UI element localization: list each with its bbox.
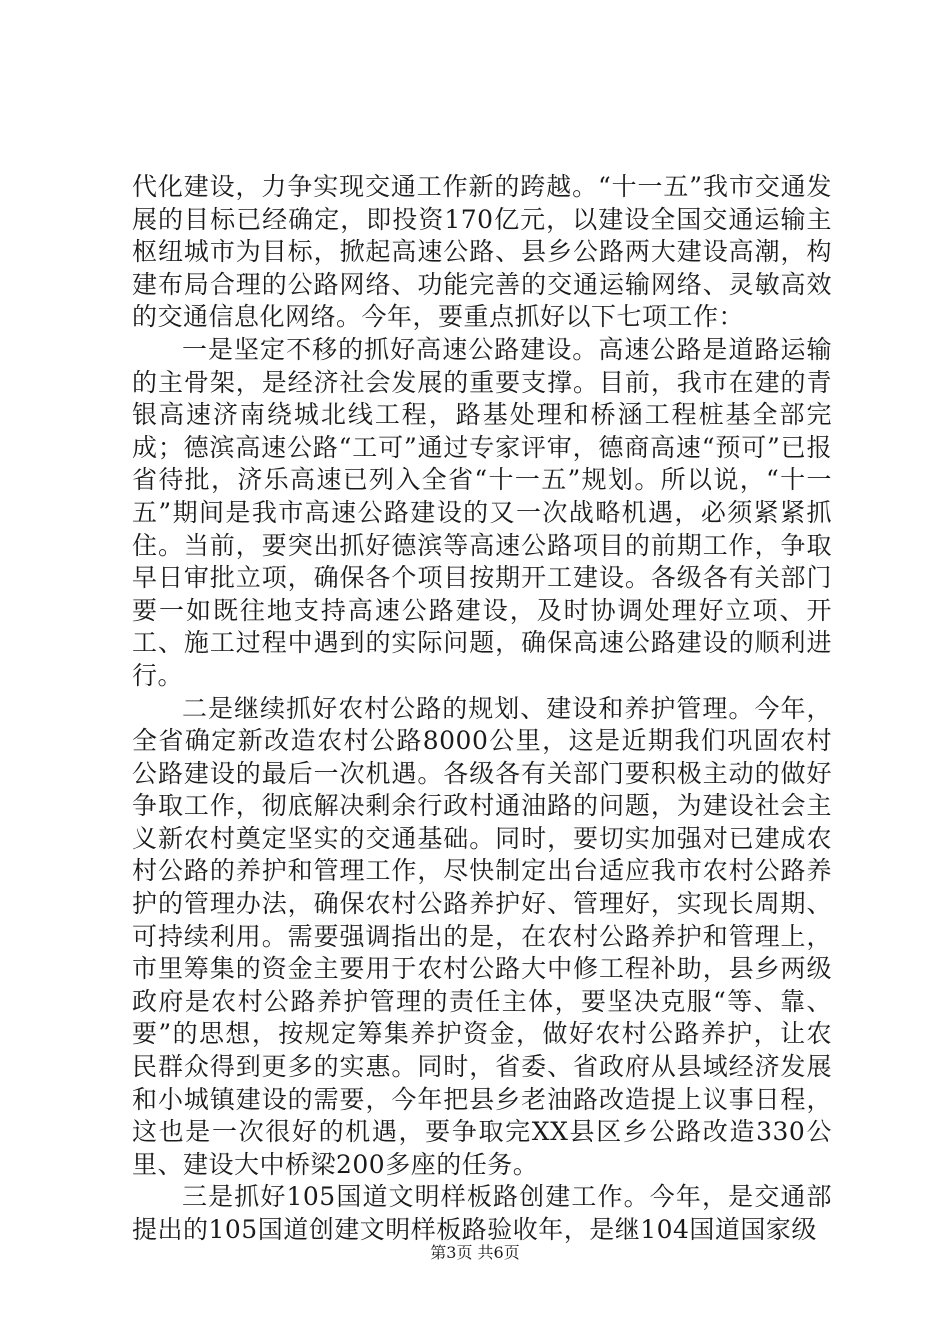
page-footer: 第3页 共6页 — [430, 1243, 520, 1262]
paragraph-national-road: 三是抓好105国道文明样板路创建工作。今年，是交通部提出的105国道创建文明样板路验收年，是继104国道国家级 — [132, 1182, 832, 1244]
paragraph-continuation: 代化建设，力争实现交通工作新的跨越。“十一五”我市交通发展的目标已经确定，即投资170亿元，以建设全国交通运输主枢纽城市为目标，掀起高速公路、县乡公路两大建设高潮，构建布局合理的公路网络、功能完善的交通运输网络、灵敏高效的交通信息化网络。今年，要重点抓好以下七项工作： — [132, 172, 832, 332]
paragraph-rural-roads: 二是继续抓好农村公路的规划、建设和养护管理。今年，全省确定新改造农村公路8000公里，这是近期我们巩固农村公路建设的最后一次机遇。各级各有关部门要积极主动的做好争取工作，彻底解决剩余行政村通油路的问题，为建设社会主义新农村奠定坚实的交通基础。同时，要切实加强对已建成农村公路的养护和管理工作，尽快制定出台适应我市农村公路养护的管理办法，确保农村公路养护好、管理好，实现长周期、可持续利用。需要强调指出的是，在农村公路养护和管理上，市里筹集的资金主要用于农村公路大中修工程补助，县乡两级政府是农村公路养护管理的责任主体，要坚决克服“等、靠、要”的思想，按规定筹集养护资金，做好农村公路养护，让农民群众得到更多的实惠。同时，省委、省政府从县域经济发展和小城镇建设的需要，今年把县乡老油路改造提上议事日程，这也是一次很好的机遇，要争取完XX县区乡公路改造330公里、建设大中桥梁200多座的任务。 — [132, 693, 832, 1179]
paragraph-highway: 一是坚定不移的抓好高速公路建设。高速公路是道路运输的主骨架，是经济社会发展的重要支撑。目前，我市在建的青银高速济南绕城北线工程，路基处理和桥涵工程桩基全部完成；德滨高速公路“工可”通过专家评审，德商高速“预可”已报省待批，济乐高速已列入全省“十一五”规划。所以说，“十一五”期间是我市高速公路建设的又一次战略机遇，必须紧紧抓住。当前，要突出抓好德滨等高速公路项目的前期工作，争取早日审批立项，确保各个项目按期开工建设。各级各有关部门要一如既往地支持高速公路建设，及时协调处理好立项、开工、施工过程中遇到的实际问题，确保高速公路建设的顺利进行。 — [132, 334, 832, 690]
document-body — [132, 171, 832, 1247]
